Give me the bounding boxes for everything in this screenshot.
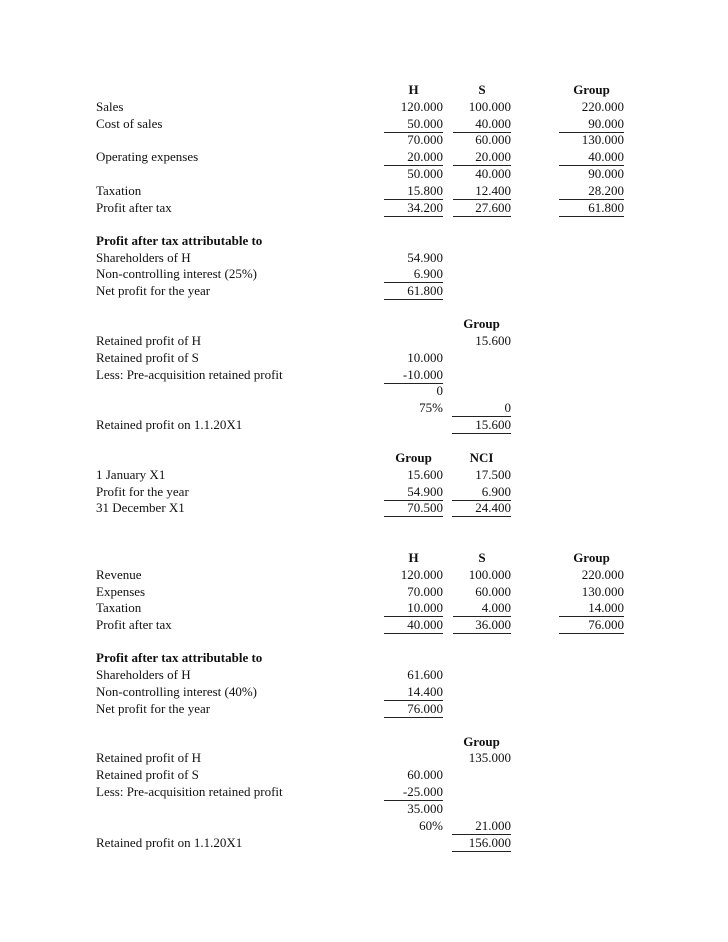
- table-row: [0, 500, 728, 517]
- underline: [452, 433, 511, 434]
- row-label: 1 January X1: [96, 467, 166, 482]
- row-label: Net profit for the year: [96, 283, 211, 298]
- value-a: -10.000: [402, 367, 443, 382]
- underline: [452, 516, 511, 517]
- underline: [559, 216, 624, 217]
- row-label: Non-controlling interest (40%): [96, 684, 258, 699]
- table-row: [0, 400, 728, 417]
- table-row: [0, 250, 728, 267]
- row-label: Profit for the year: [96, 484, 189, 499]
- header-s: S: [478, 550, 486, 565]
- value-h: 70.000: [407, 584, 443, 599]
- value-a: 75%: [419, 400, 443, 415]
- table-row: [0, 183, 728, 200]
- value-a: 0: [436, 383, 443, 398]
- row-label: Operating expenses: [96, 149, 199, 164]
- value-h: 120.000: [400, 567, 443, 582]
- table-row: [0, 818, 728, 835]
- header-group: Group: [573, 550, 610, 565]
- section-title: Profit after tax attributable to: [96, 233, 263, 248]
- underline: [384, 717, 443, 718]
- value-a: 35.000: [407, 801, 443, 816]
- header-group: Group: [463, 734, 500, 749]
- value-group: 61.800: [588, 200, 624, 215]
- row-label: Profit after tax: [96, 617, 172, 632]
- column-headers: [0, 550, 728, 567]
- table-row: [0, 484, 728, 501]
- value-s: 12.400: [475, 183, 511, 198]
- value-nci: 17.500: [475, 467, 511, 482]
- value-a: 10.000: [407, 350, 443, 365]
- row-label: Retained profit on 1.1.20X1: [96, 417, 243, 432]
- value-nci: 24.400: [475, 500, 511, 515]
- value-s: 4.000: [481, 600, 511, 615]
- table-row: [0, 584, 728, 601]
- header-h: H: [408, 82, 419, 97]
- table-row: [0, 132, 728, 149]
- header-h: H: [408, 550, 419, 565]
- section-title-row: [0, 650, 728, 667]
- row-label: 31 December X1: [96, 500, 185, 515]
- value-h: 20.000: [407, 149, 443, 164]
- row-label: Expenses: [96, 584, 146, 599]
- value-a: -25.000: [402, 784, 443, 799]
- value-h: 15.800: [407, 183, 443, 198]
- row-label: Non-controlling interest (25%): [96, 266, 258, 281]
- value-group: 130.000: [581, 132, 624, 147]
- column-headers: [0, 316, 728, 333]
- value-s: 100.000: [468, 567, 511, 582]
- value-s: 60.000: [475, 132, 511, 147]
- value-h: 70.000: [407, 132, 443, 147]
- value-group: 90.000: [588, 116, 624, 131]
- value-h: 10.000: [407, 600, 443, 615]
- table-row: [0, 166, 728, 183]
- value-group: 220.000: [581, 99, 624, 114]
- row-label: Shareholders of H: [96, 667, 191, 682]
- value-group: 0: [504, 400, 511, 415]
- value-s: 20.000: [475, 149, 511, 164]
- value-h: 50.000: [407, 116, 443, 131]
- column-headers: [0, 82, 728, 99]
- table-row: [0, 200, 728, 217]
- row-label: Shareholders of H: [96, 250, 191, 265]
- value-h: 34.200: [407, 200, 443, 215]
- row-value: 61.800: [407, 283, 443, 298]
- table-row: [0, 467, 728, 484]
- header-group: Group: [463, 316, 500, 331]
- row-label: Less: Pre-acquisition retained profit: [96, 784, 283, 799]
- value-s: 40.000: [475, 116, 511, 131]
- value-group: 130.000: [581, 584, 624, 599]
- table-row: [0, 600, 728, 617]
- row-label: Profit after tax: [96, 200, 172, 215]
- header-s: S: [478, 82, 486, 97]
- row-label: Less: Pre-acquisition retained profit: [96, 367, 283, 382]
- row-label: Revenue: [96, 567, 142, 582]
- value-h: 120.000: [400, 99, 443, 114]
- header-nci: NCI: [469, 450, 494, 465]
- table-row: [0, 801, 728, 818]
- value-s: 60.000: [475, 584, 511, 599]
- row-label: Net profit for the year: [96, 701, 211, 716]
- table-row: [0, 784, 728, 801]
- value-a: 60.000: [407, 767, 443, 782]
- table-row: [0, 567, 728, 584]
- table-row: [0, 383, 728, 400]
- row-label: Cost of sales: [96, 116, 163, 131]
- value-group: 15.600: [475, 417, 511, 432]
- value-group: 14.000: [588, 600, 624, 615]
- section-title-row: [0, 233, 728, 250]
- value-group: 76.000: [588, 617, 624, 632]
- table-row: [0, 684, 728, 701]
- underline: [452, 851, 511, 852]
- table-row: [0, 750, 728, 767]
- table-row: [0, 283, 728, 300]
- underline: [384, 299, 443, 300]
- row-label: Retained profit of H: [96, 750, 202, 765]
- row-label: Retained profit on 1.1.20X1: [96, 835, 243, 850]
- table-row: [0, 835, 728, 852]
- underline: [453, 216, 511, 217]
- table-row: [0, 701, 728, 718]
- table-row: [0, 367, 728, 384]
- header-group: Group: [573, 82, 610, 97]
- column-headers: [0, 734, 728, 751]
- value-group: 15.600: [475, 333, 511, 348]
- value-group: 70.500: [407, 500, 443, 515]
- header-group: Group: [395, 450, 432, 465]
- value-group: 156.000: [468, 835, 511, 850]
- value-group: 15.600: [407, 467, 443, 482]
- table-row: [0, 667, 728, 684]
- value-group: 28.200: [588, 183, 624, 198]
- table-row: [0, 350, 728, 367]
- underline: [384, 516, 443, 517]
- table-row: [0, 266, 728, 283]
- value-s: 27.600: [475, 200, 511, 215]
- row-label: Taxation: [96, 183, 142, 198]
- table-row: [0, 149, 728, 166]
- value-h: 50.000: [407, 166, 443, 181]
- table-row: [0, 333, 728, 350]
- value-group: 220.000: [581, 567, 624, 582]
- value-group: 21.000: [475, 818, 511, 833]
- row-value: 61.600: [407, 667, 443, 682]
- row-label: Retained profit of H: [96, 333, 202, 348]
- underline: [384, 633, 443, 634]
- underline: [559, 633, 624, 634]
- row-value: 54.900: [407, 250, 443, 265]
- row-value: 14.400: [407, 684, 443, 699]
- value-s: 100.000: [468, 99, 511, 114]
- value-h: 40.000: [407, 617, 443, 632]
- column-headers: [0, 450, 728, 467]
- section-title: Profit after tax attributable to: [96, 650, 263, 665]
- table-row: [0, 767, 728, 784]
- value-nci: 6.900: [481, 484, 511, 499]
- table-row: [0, 99, 728, 116]
- table-row: [0, 116, 728, 133]
- value-group: 135.000: [468, 750, 511, 765]
- value-s: 36.000: [475, 617, 511, 632]
- table-row: [0, 417, 728, 434]
- table-row: [0, 617, 728, 634]
- value-s: 40.000: [475, 166, 511, 181]
- underline: [453, 633, 511, 634]
- value-a: 60%: [419, 818, 443, 833]
- row-value: 6.900: [413, 266, 443, 281]
- value-group: 40.000: [588, 149, 624, 164]
- value-group: 54.900: [407, 484, 443, 499]
- row-value: 76.000: [407, 701, 443, 716]
- row-label: Taxation: [96, 600, 142, 615]
- row-label: Retained profit of S: [96, 350, 199, 365]
- value-group: 90.000: [588, 166, 624, 181]
- row-label: Retained profit of S: [96, 767, 199, 782]
- row-label: Sales: [96, 99, 124, 114]
- underline: [384, 216, 443, 217]
